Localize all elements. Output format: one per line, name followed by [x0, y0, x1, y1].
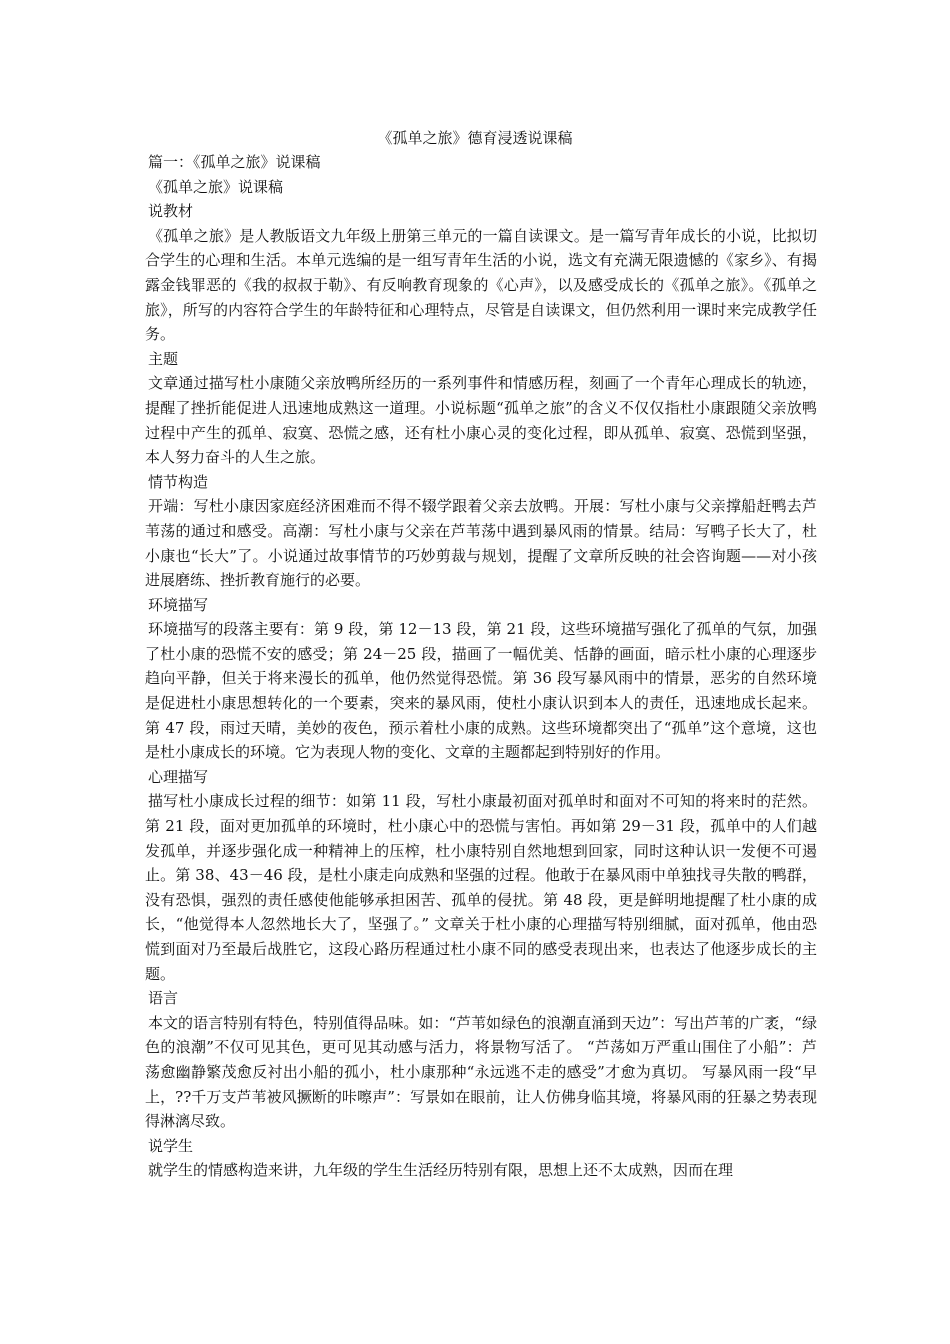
heading-textbook: 说教材	[148, 202, 194, 221]
paragraph-theme: 文章通过描写杜小康随父亲放鸭所经历的一系列事件和情感历程，刻画了一个青年心理成长的轨迹，提醒了挫折能促进人迅速地成熟这一道理。小说标题“孤单之旅”的含义不仅仅指杜小康跟随父亲放鸭过程中产生的孤单、寂寞、恐慌之感，还有杜小康心灵的变化过程，即从孤单、寂寞、恐慌到坚强，本人努力奋斗的人生之旅。	[145, 374, 817, 467]
heading-plot: 情节构造	[148, 472, 209, 491]
heading-students: 说学生	[148, 1136, 194, 1155]
paragraph-psychology: 描写杜小康成长过程的细节：如第 11 段，写杜小康最初面对孤单时和面对不可知的将来时的茫然。第 21 段，面对更加孤单的环境时，杜小康心中的恐慌与害怕。再如第 29－31 段，孤单中的人们越发孤单，并逐步强化成一种精神上的压榨，杜小康特别自然地想到回家，同时这种认识一发便不可遏止。第 38、43－46 段，是杜小康走向成熟和坚强的过程。他敢于在暴风雨中单独找寻失散的鸭群，没有恐惧，强烈的责任感使他能够承担困苦、孤单的侵扰。第 48 段，更是鲜明地提醒了杜小康的成长，“他觉得本人忽然地长大了，坚强了。” 文章关于杜小康的心理描写特别细腻，面对孤单，他由恐慌到面对乃至最后战胜它，这段心路历程通过杜小康不同的感受表现出来，也表达了他逐步成长的主题。	[145, 792, 817, 983]
paragraph-environment: 环境描写的段落主要有：第 9 段，第 12－13 段，第 21 段，这些环境描写强化了孤单的气氛，加强了杜小康的恐慌不安的感受；第 24－25 段，描画了一幅优美、恬静的画面，暗示杜小康的心理逐步趋向平静，但关于将来漫长的孤单，他仍然觉得恐慌。第 36 段写暴风雨中的情景，恶劣的自然环境是促进杜小康思想转化的一个要素，突来的暴风雨，使杜小康认识到本人的责任，迅速地成长起来。第 47 段，雨过天晴，美妙的夜色，预示着杜小康的成熟。这些环境都突出了“孤单”这个意境，这也是杜小康成长的环境。它为表现人物的变化、文章的主题都起到特别好的作用。	[145, 620, 817, 762]
paragraph-plot: 开端：写杜小康因家庭经济困难而不得不辍学跟着父亲去放鸭。开展：写杜小康与父亲撑船赶鸭去芦苇荡的通过和感受。高潮：写杜小康与父亲在芦苇荡中遇到暴风雨的情景。结局：写鸭子长大了，杜小康也“长大”了。小说通过故事情节的巧妙剪裁与规划，提醒了文章所反映的社会咨询题——对小孩进展磨练、挫折教育施行的必要。	[145, 497, 817, 590]
document-body	[145, 150, 817, 1183]
heading-environment: 环境描写	[148, 595, 209, 614]
document-title: 《孤单之旅》德育浸透说课稿	[377, 129, 573, 147]
document-subtitle: 《孤单之旅》说课稿	[148, 177, 284, 196]
heading-language: 语言	[148, 989, 179, 1008]
heading-theme: 主题	[148, 349, 179, 368]
section-label: 篇一：《孤单之旅》说课稿	[148, 153, 321, 171]
paragraph-language: 本文的语言特别有特色，特别值得品味。如：“芦苇如绿色的浪潮直涌到天边”：写出芦苇的广袤，“绿色的浪潮”不仅可见其色，更可见其动感与活力，将景物写活了。 “芦荡如万严重山围住了小船”：芦荡愈幽静繁茂愈反衬出小船的孤小，杜小康那种“永远逃不走的感受”才愈为真切。 写暴风雨一段“早上，??千万支芦苇被风撅断的咔嚓声”：写景如在眼前，让人仿佛身临其境，将暴风雨的狂暴之势表现得淋漓尽致。	[145, 1013, 817, 1131]
paragraph-textbook: 《孤单之旅》是人教版语文九年级上册第三单元的一篇自读课文。是一篇写青年成长的小说，比拟切合学生的心理和生活。本单元选编的是一组写青年生活的小说，选文有充满无限遗憾的《家乡》、有揭露金钱罪恶的《我的叔叔于勒》、有反响教育现象的《心声》，以及感受成长的《孤单之旅》。《孤单之旅》，所写的内容符合学生的年龄特征和心理特点，尽管是自读课文，但仍然利用一课时来完成教学任务。	[145, 226, 817, 344]
heading-psychology: 心理描写	[148, 767, 209, 786]
paragraph-students: 就学生的情感构造来讲，九年级的学生生活经历特别有限，思想上还不太成熟，因而在理	[148, 1161, 734, 1180]
